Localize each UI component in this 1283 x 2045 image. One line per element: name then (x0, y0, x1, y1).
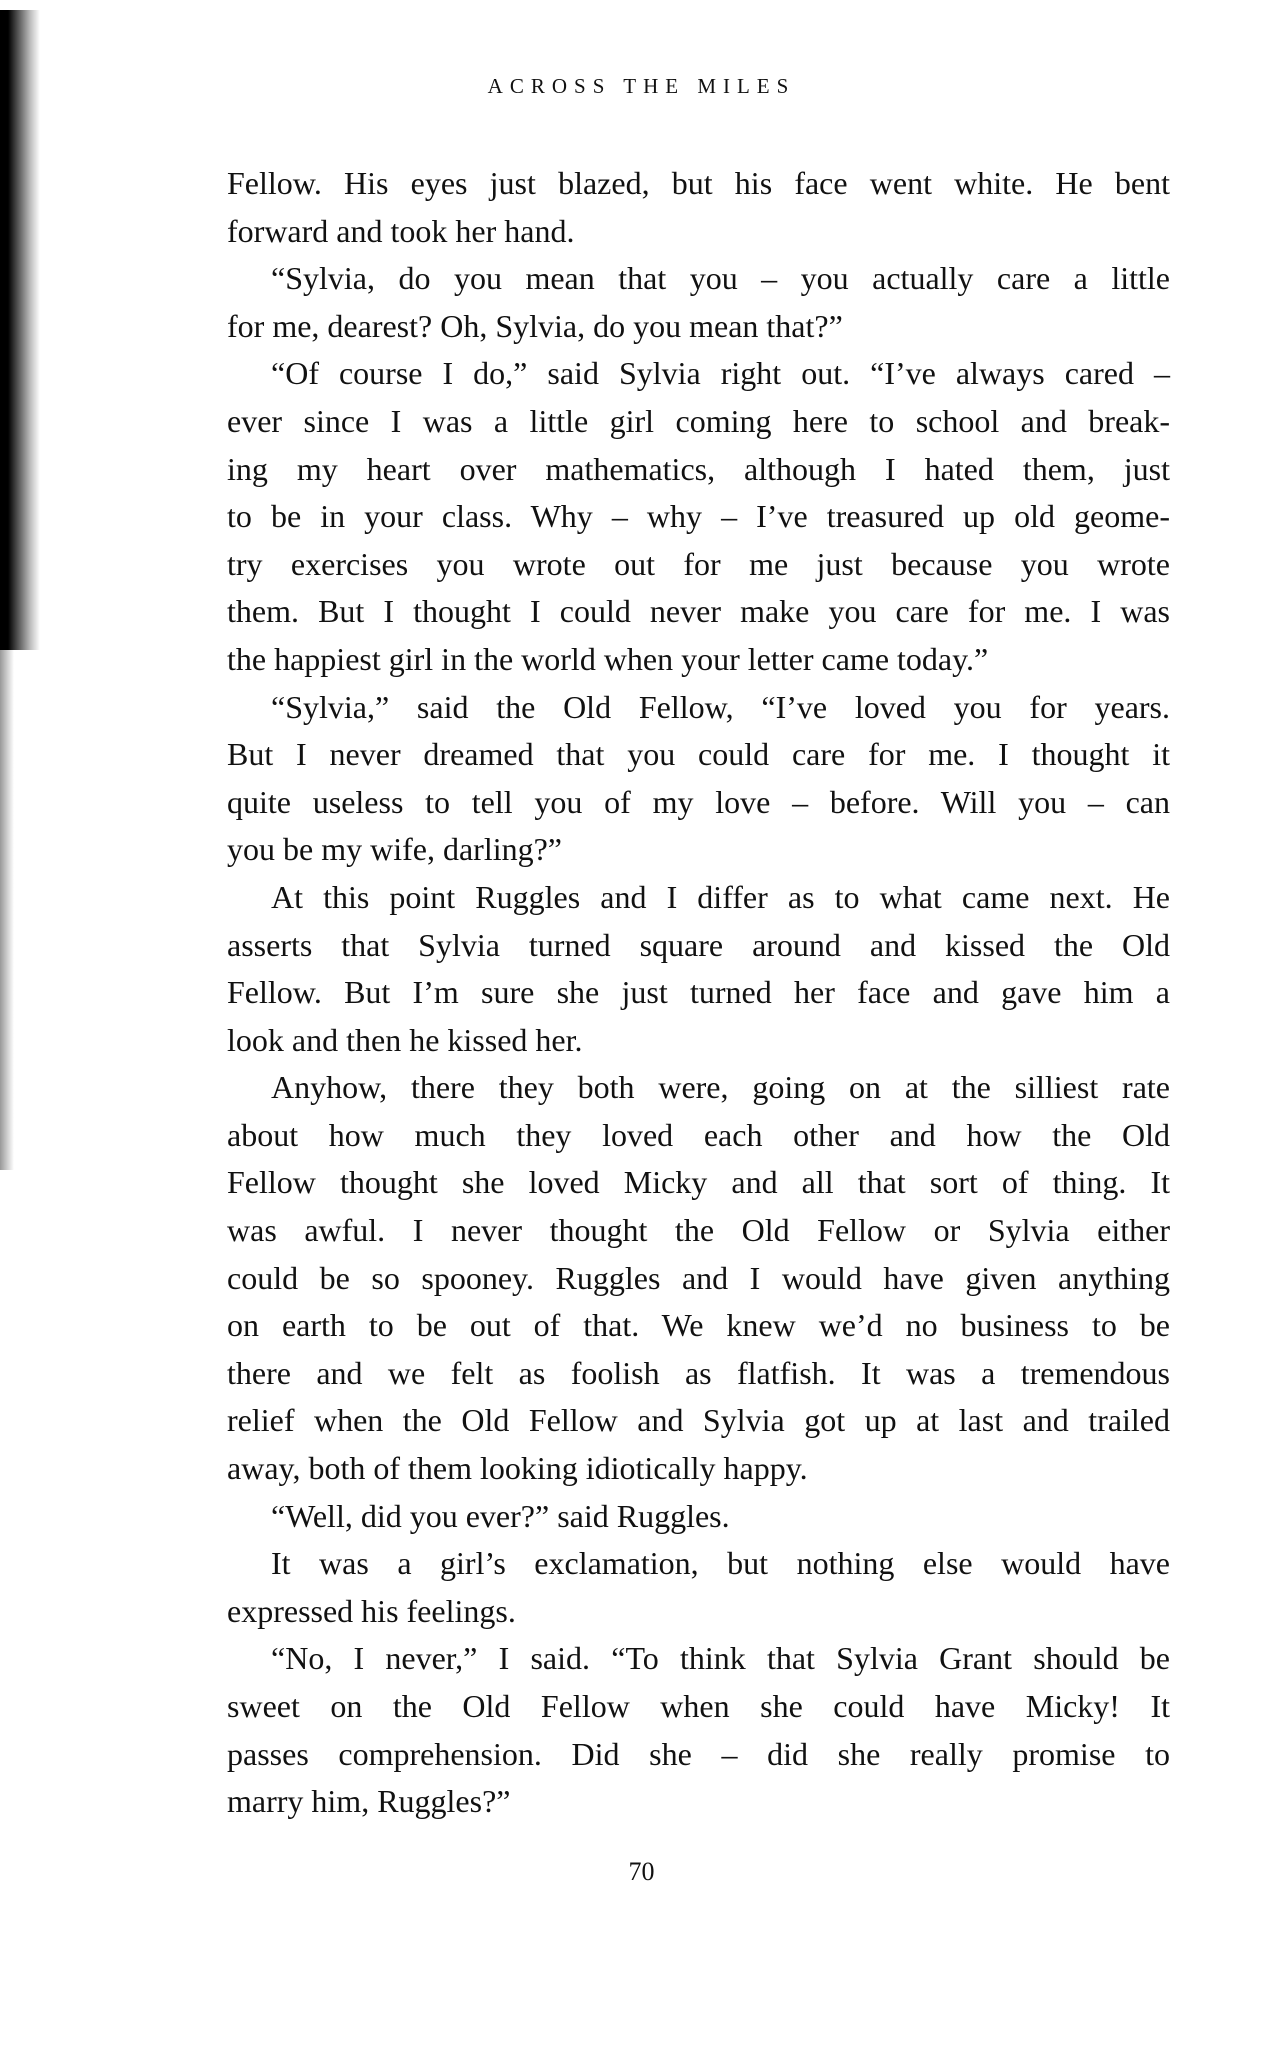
text-line: for me, dearest? Oh, Sylvia, do you mean that?” (227, 307, 843, 344)
text-line: ever since I was a little girl coming here to school and break- (227, 402, 1170, 439)
text-line: expressed his feelings. (227, 1592, 516, 1629)
text-line: It was a girl’s exclamation, but nothing else would have (271, 1545, 1170, 1582)
text-line: “Well, did you ever?” said Ruggles. (271, 1497, 730, 1534)
text-line: look and then he kissed her. (227, 1021, 583, 1058)
page-number: 70 (628, 1857, 655, 1886)
text-line: asserts that Sylvia turned square around and kissed the Old (227, 926, 1170, 963)
text-line: Anyhow, there they both were, going on at the silliest rate (271, 1069, 1170, 1106)
text-line: “Sylvia,” said the Old Fellow, “I’ve loved you for years. (271, 688, 1170, 725)
scan-binding-shadow (0, 10, 40, 650)
text-line: you be my wife, darling?” (227, 831, 562, 868)
text-line: there and we felt as foolish as flatfish. It was a tremendous (227, 1354, 1170, 1391)
text-line: “Of course I do,” said Sylvia right out. “I’ve always cared – (271, 355, 1170, 392)
text-line: them. But I thought I could never make you care for me. I was (227, 593, 1170, 630)
text-line: “Sylvia, do you mean that you – you actually care a little (271, 260, 1170, 297)
text-line: relief when the Old Fellow and Sylvia got up at last and trailed (227, 1402, 1170, 1439)
text-line: could be so spooney. Ruggles and I would have given anything (227, 1259, 1170, 1296)
text-line: Fellow. His eyes just blazed, but his face went white. He bent (227, 165, 1170, 201)
text-line: to be in your class. Why – why – I’ve treasured up old geome- (227, 498, 1170, 535)
text-line: passes comprehension. Did she – did she really promise to (227, 1735, 1170, 1772)
text-line: ing my heart over mathematics, although I hated them, just (227, 450, 1170, 487)
text-line: At this point Ruggles and I differ as to what came next. He (271, 878, 1170, 915)
text-line: away, both of them looking idiotically happy. (227, 1450, 808, 1487)
scan-binding-shadow-lower (0, 650, 14, 1170)
text-line: Fellow. But I’m sure she just turned her face and gave him a (227, 974, 1170, 1011)
text-line: Fellow thought she loved Micky and all that sort of thing. It (227, 1164, 1170, 1201)
text-line: try exercises you wrote out for me just because you wrote (227, 545, 1170, 582)
text-line: was awful. I never thought the Old Fellow or Sylvia either (227, 1212, 1170, 1249)
text-line: forward and took her hand. (227, 212, 575, 249)
text-line: “No, I never,” I said. “To think that Sylvia Grant should be (271, 1640, 1170, 1677)
text-line: about how much they loved each other and how the Old (227, 1116, 1170, 1153)
text-line: on earth to be out of that. We knew we’d no business to be (227, 1307, 1170, 1344)
text-line: quite useless to tell you of my love – before. Will you – can (227, 783, 1170, 820)
text-line: But I never dreamed that you could care for me. I thought it (227, 736, 1170, 773)
page-body-text (227, 160, 1170, 1826)
text-line: marry him, Ruggles?” (227, 1783, 511, 1820)
text-line: the happiest girl in the world when your letter came today.” (227, 640, 989, 677)
running-header: ACROSS THE MILES (487, 74, 796, 98)
text-line: sweet on the Old Fellow when she could have Micky! It (227, 1688, 1170, 1724)
